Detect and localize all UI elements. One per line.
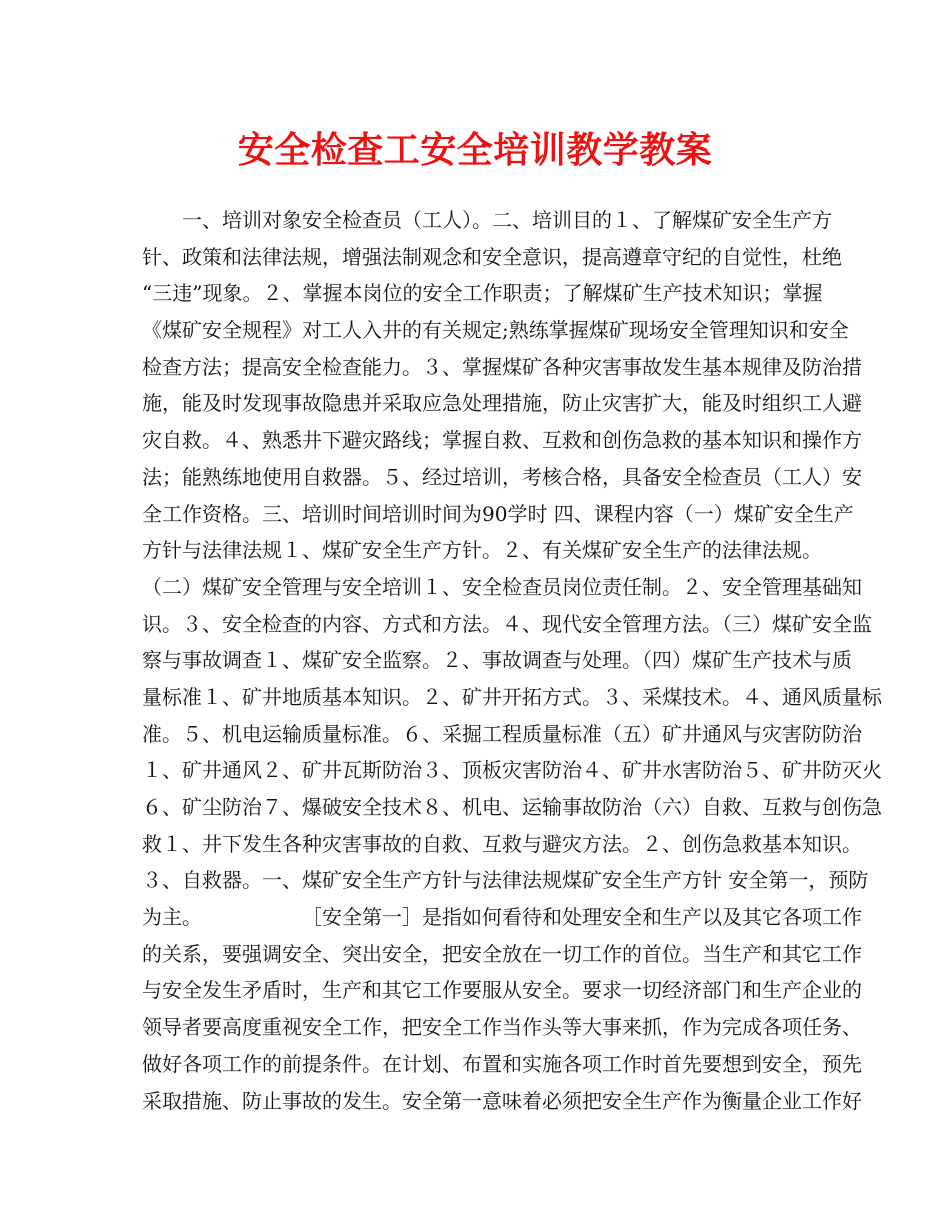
body-line: 量标准１、矿井地质基本知识。２、矿井开拓方式。３、采煤技术。４、通风质量标 — [142, 684, 882, 709]
body-line: 的关系，要强调安全、突出安全，把安全放在一切工作的首位。当生产和其它工作 — [142, 941, 862, 966]
body-line: ３、自救器。一、煤矿安全生产方针与法律法规煤矿安全生产方针 安全第一，预防 — [142, 868, 869, 893]
body-line: 全工作资格。三、培训时间培训时间为90学时 四、课程内容（一）煤矿安全生产 — [142, 501, 854, 526]
body-line: 检查方法；提高安全检查能力。３、掌握煤矿各种灾害事故发生基本规律及防治措 — [142, 354, 862, 379]
body-line: 领导者要高度重视安全工作，把安全工作当作头等大事来抓，作为完成各项任务、 — [142, 1015, 862, 1040]
body-line: “三违”现象。２、掌握本岗位的安全工作职责；了解煤矿生产技术知识；掌握 — [142, 281, 823, 306]
body-line: 做好各项工作的前提条件。在计划、布置和实施各项工作时首先要想到安全，预先 — [142, 1051, 862, 1076]
body-line: 法；能熟练地使用自救器。５、经过培训，考核合格，具备安全检查员（工人）安 — [142, 464, 862, 489]
body-line: ６、矿尘防治７、爆破安全技术８、机电、运输事故防治（六）自救、互救与创伤急 — [142, 795, 882, 819]
body-line: 灾自救。４、熟悉井下避灾路线；掌握自救、互救和创伤急救的基本知识和操作方 — [142, 428, 862, 453]
body-line: 《煤矿安全规程》对工人入井的有关规定;熟练掌握煤矿现场安全管理知识和安全 — [142, 318, 849, 343]
body-line: 针、政策和法律法规，增强法制观念和安全意识，提高遵章守纪的自觉性，杜绝 — [142, 244, 842, 269]
body-line: 识。３、安全检查的内容、方式和方法。４、现代安全管理方法。（三）煤矿安全监 — [142, 611, 872, 636]
body-line: 察与事故调查１、煤矿安全监察。２、事故调查与处理。（四）煤矿生产技术与质 — [142, 648, 852, 673]
body-line: （二）煤矿安全管理与安全培训１、安全检查员岗位责任制。２、安全管理基础知 — [142, 574, 862, 599]
document-body — [142, 202, 882, 1119]
body-line: 准。５、机电运输质量标准。６、采掘工程质量标准（五）矿井通风与灾害防防治 — [142, 721, 862, 746]
body-line: 施，能及时发现事故隐患并采取应急处理措施，防止灾害扩大，能及时组织工人避 — [142, 391, 862, 416]
document-title: 安全检查工安全培训教学教案 — [237, 129, 713, 171]
body-line: 救１、井下发生各种灾害事故的自救、互救与避灾方法。２、创伤急救基本知识。 — [142, 831, 862, 856]
body-line: 一、培训对象安全检查员（工人）。二、培训目的１、了解煤矿安全生产方 — [142, 208, 832, 232]
body-line: 为主。 ［安全第一］是指如何看待和处理安全和生产以及其它各项工作 — [142, 905, 862, 930]
body-line: 采取措施、防止事故的发生。安全第一意味着必须把安全生产作为衡量企业工作好 — [142, 1088, 862, 1113]
body-line: １、矿井通风２、矿井瓦斯防治３、顶板灾害防治４、矿井水害防治５、矿井防灭火 — [142, 758, 882, 783]
body-line: 方针与法律法规１、煤矿安全生产方针。２、有关煤矿安全生产的法律法规。 — [142, 538, 822, 563]
body-line: 与安全发生矛盾时，生产和其它工作要服从安全。要求一切经济部门和生产企业的 — [142, 978, 862, 1003]
